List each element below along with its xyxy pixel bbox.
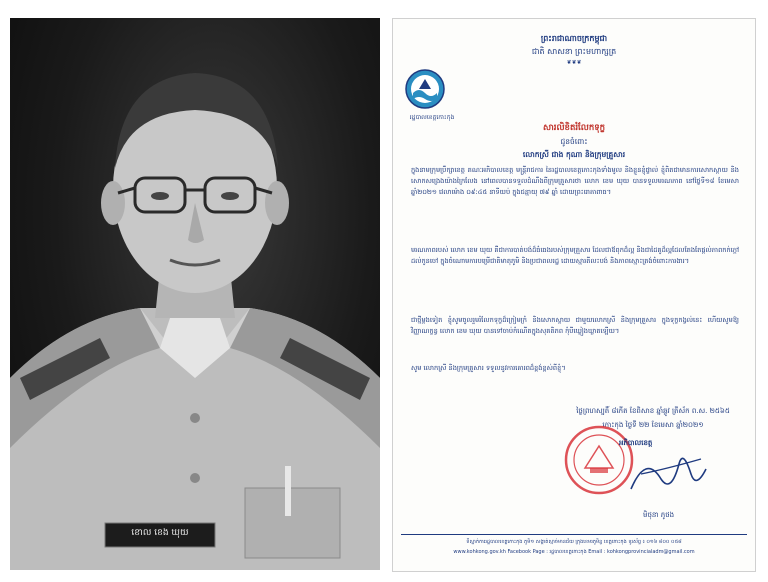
footer-address: ទីស្នាក់ការរដ្ឋបាលខេត្តកោះកុង ភូមិ១ សង្កាត់ស្មាច់មានជ័យ ក្រុងខេមរភូមិន្ទ ខេត្តកោះកុង ទូរស័ព្ទ ៖ ០១៦ ៨០០ ០៥៨ [466,539,682,545]
addressee: លោកស្រី ជាង កុណា និងក្រុមគ្រួសារ [522,150,626,159]
logo-org-name: រដ្ឋបាលខេត្តកោះកុង [409,114,455,121]
to-label: ជូនចំពោះ [560,137,588,146]
paragraph-1: ក្នុងនាមក្រុមប្រឹក្សាខេត្ត គណៈអភិបាលខេត្ត មន្ត្រីរាជការ នៃរដ្ឋបាលខេត្តកោះកុងទាំងមូល និងខ្លួនខ្ញុំផ្ទាល់ ខ្ញុំពិតជាមានការសោកស្តាយ និងសោកសង្រេងយ៉ាងក្រៃលែង នៅពេលបានទទួលដំណឹងពីក្រុមគ្រួសារថា លោក ខេម ឃុយ បានទទួលមរណភាព នៅថ្ងៃទី១៨ ខែមេសា ឆ្នាំ២០២១ វេលាម៉ោង ០៩:៤៥ នាទីយប់ ក្នុងជន្មាយុ ៧៩ ឆ្នាំ ដោយព្រះរោគាពាធ។ [411,166,739,196]
date-solar: កោះកុង ថ្ងៃទី ២២ ខែមេសា ឆ្នាំ២០២១ [602,421,704,429]
handwritten-signature-icon [621,434,711,504]
letter-title: សារលិខិតរំលែកទុក្ខ [542,123,606,133]
provincial-logo-icon [405,69,445,109]
footer-contact: www.kohkong.gov.kh Facebook Page : រដ្ឋបាលខេត្តកោះកុង Email : kohkongprovincialadm@gmail.com [453,549,695,555]
header-motto: ជាតិ សាសនា ព្រះមហាក្សត្រ [531,47,617,56]
paragraph-2: មរណភាពរបស់ លោក ខេម ឃុយ គឺជាការបាត់បង់ដ៏ធំធេងរបស់ក្រុមគ្រួសារ ដែលជាឪពុកដ៏ល្អ និងជាដៃគូដ៏ល្អដែលតែងតែផ្តល់ភាពកក់ក្តៅដល់កូនចៅ ក្នុងចំណោមការបម្រើជាតិមាតុភូមិ និងប្រជាពលរដ្ឋ ដោយស្មារតីលះបង់ និងភាពស្មោះត្រង់ចំពោះការងារ។ [411,246,740,265]
portrait-illustration [10,18,380,570]
name-plate-text: ខោល ខេង ឃុយ [131,528,189,538]
paragraph-3: ជាថ្មីម្តងទៀត ខ្ញុំសូមចូលរួមរំលែកទុក្ខដ៏ក្រៀមក្រំ និងសោកស្តាយ ជាមួយលោកស្រី និងក្រុមគ្រួសារ ក្នុងទុក្ខកង្វល់នេះ ហើយសូមឱ្យវិញ្ញាណក្ខន្ធ លោក ខេម ឃុយ បានទៅចាប់កំណើតក្នុងសុគតិភព កុំបីឃ្លៀងឃ្លាតឡើយ។ [411,316,739,335]
paragraph-4: សូម លោកស្រី និងក្រុមគ្រួសារ ទទួលនូវការគោរពដ៏ខ្ពង់ខ្ពស់ពីខ្ញុំ។ [411,364,566,372]
portrait-photo [10,18,380,570]
condolence-letter [392,18,756,572]
signature-title: អភិបាលខេត្ត [619,439,653,447]
signer-name: មិថុនា ភូថង [643,511,675,519]
ornament-divider: ❦❦❦ [566,59,582,66]
date-lunar: ថ្ងៃព្រហស្បតិ៍ ៨កើត ខែពិសាខ ឆ្នាំឆ្លូវ ត្រីស័ក ព.ស. ២៥៦៥ [576,407,730,415]
header-kingdom: ព្រះរាជាណាចក្រកម្ពុជា [540,34,608,43]
footer-divider [401,534,747,535]
